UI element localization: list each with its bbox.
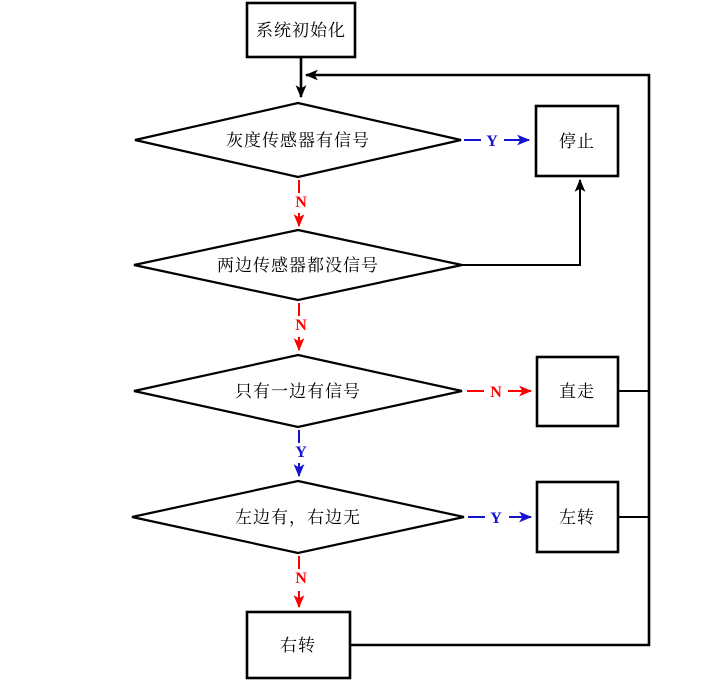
edge-label-no: N [295, 194, 307, 211]
edge-check-both-none-no [295, 303, 307, 350]
edge-check-left-only-yes [468, 510, 531, 527]
edge-check-left-only-no [295, 556, 307, 607]
edge-label-yes: Y [490, 510, 502, 527]
node-check-signal [135, 103, 461, 177]
edge-label-no: N [295, 317, 307, 334]
node-turn-left [537, 482, 618, 552]
edge-label-yes: Y [295, 444, 307, 461]
edge-label-no: N [490, 384, 502, 401]
node-check-both-none [134, 230, 462, 300]
start-label: 系统初始化 [256, 21, 346, 41]
node-check-one-side [134, 355, 462, 427]
edge-check-signal-no [295, 180, 307, 226]
edge-check-one-side-yes [295, 430, 307, 476]
check-left-only-label: 左边有，右边无 [235, 508, 361, 528]
go-straight-label: 直走 [559, 382, 595, 402]
edge-check-one-side-no [467, 384, 531, 401]
turn-left-label: 左转 [559, 508, 595, 528]
turn-right-label: 右转 [280, 636, 316, 656]
node-stop [536, 106, 618, 176]
edge-label-yes: Y [486, 133, 498, 150]
check-both-none-label: 两边传感器都没信号 [217, 256, 379, 276]
edge-check-signal-yes [464, 133, 529, 150]
node-check-left-only [132, 481, 464, 553]
node-start [247, 3, 355, 57]
check-signal-label: 灰度传感器有信号 [226, 131, 370, 151]
node-go-straight [537, 357, 618, 426]
stop-label: 停止 [559, 132, 595, 152]
edge-check-both-none-to-stop [462, 180, 580, 265]
node-turn-right [247, 612, 350, 678]
edge-label-no: N [295, 570, 307, 587]
check-one-side-label: 只有一边有信号 [235, 382, 361, 402]
